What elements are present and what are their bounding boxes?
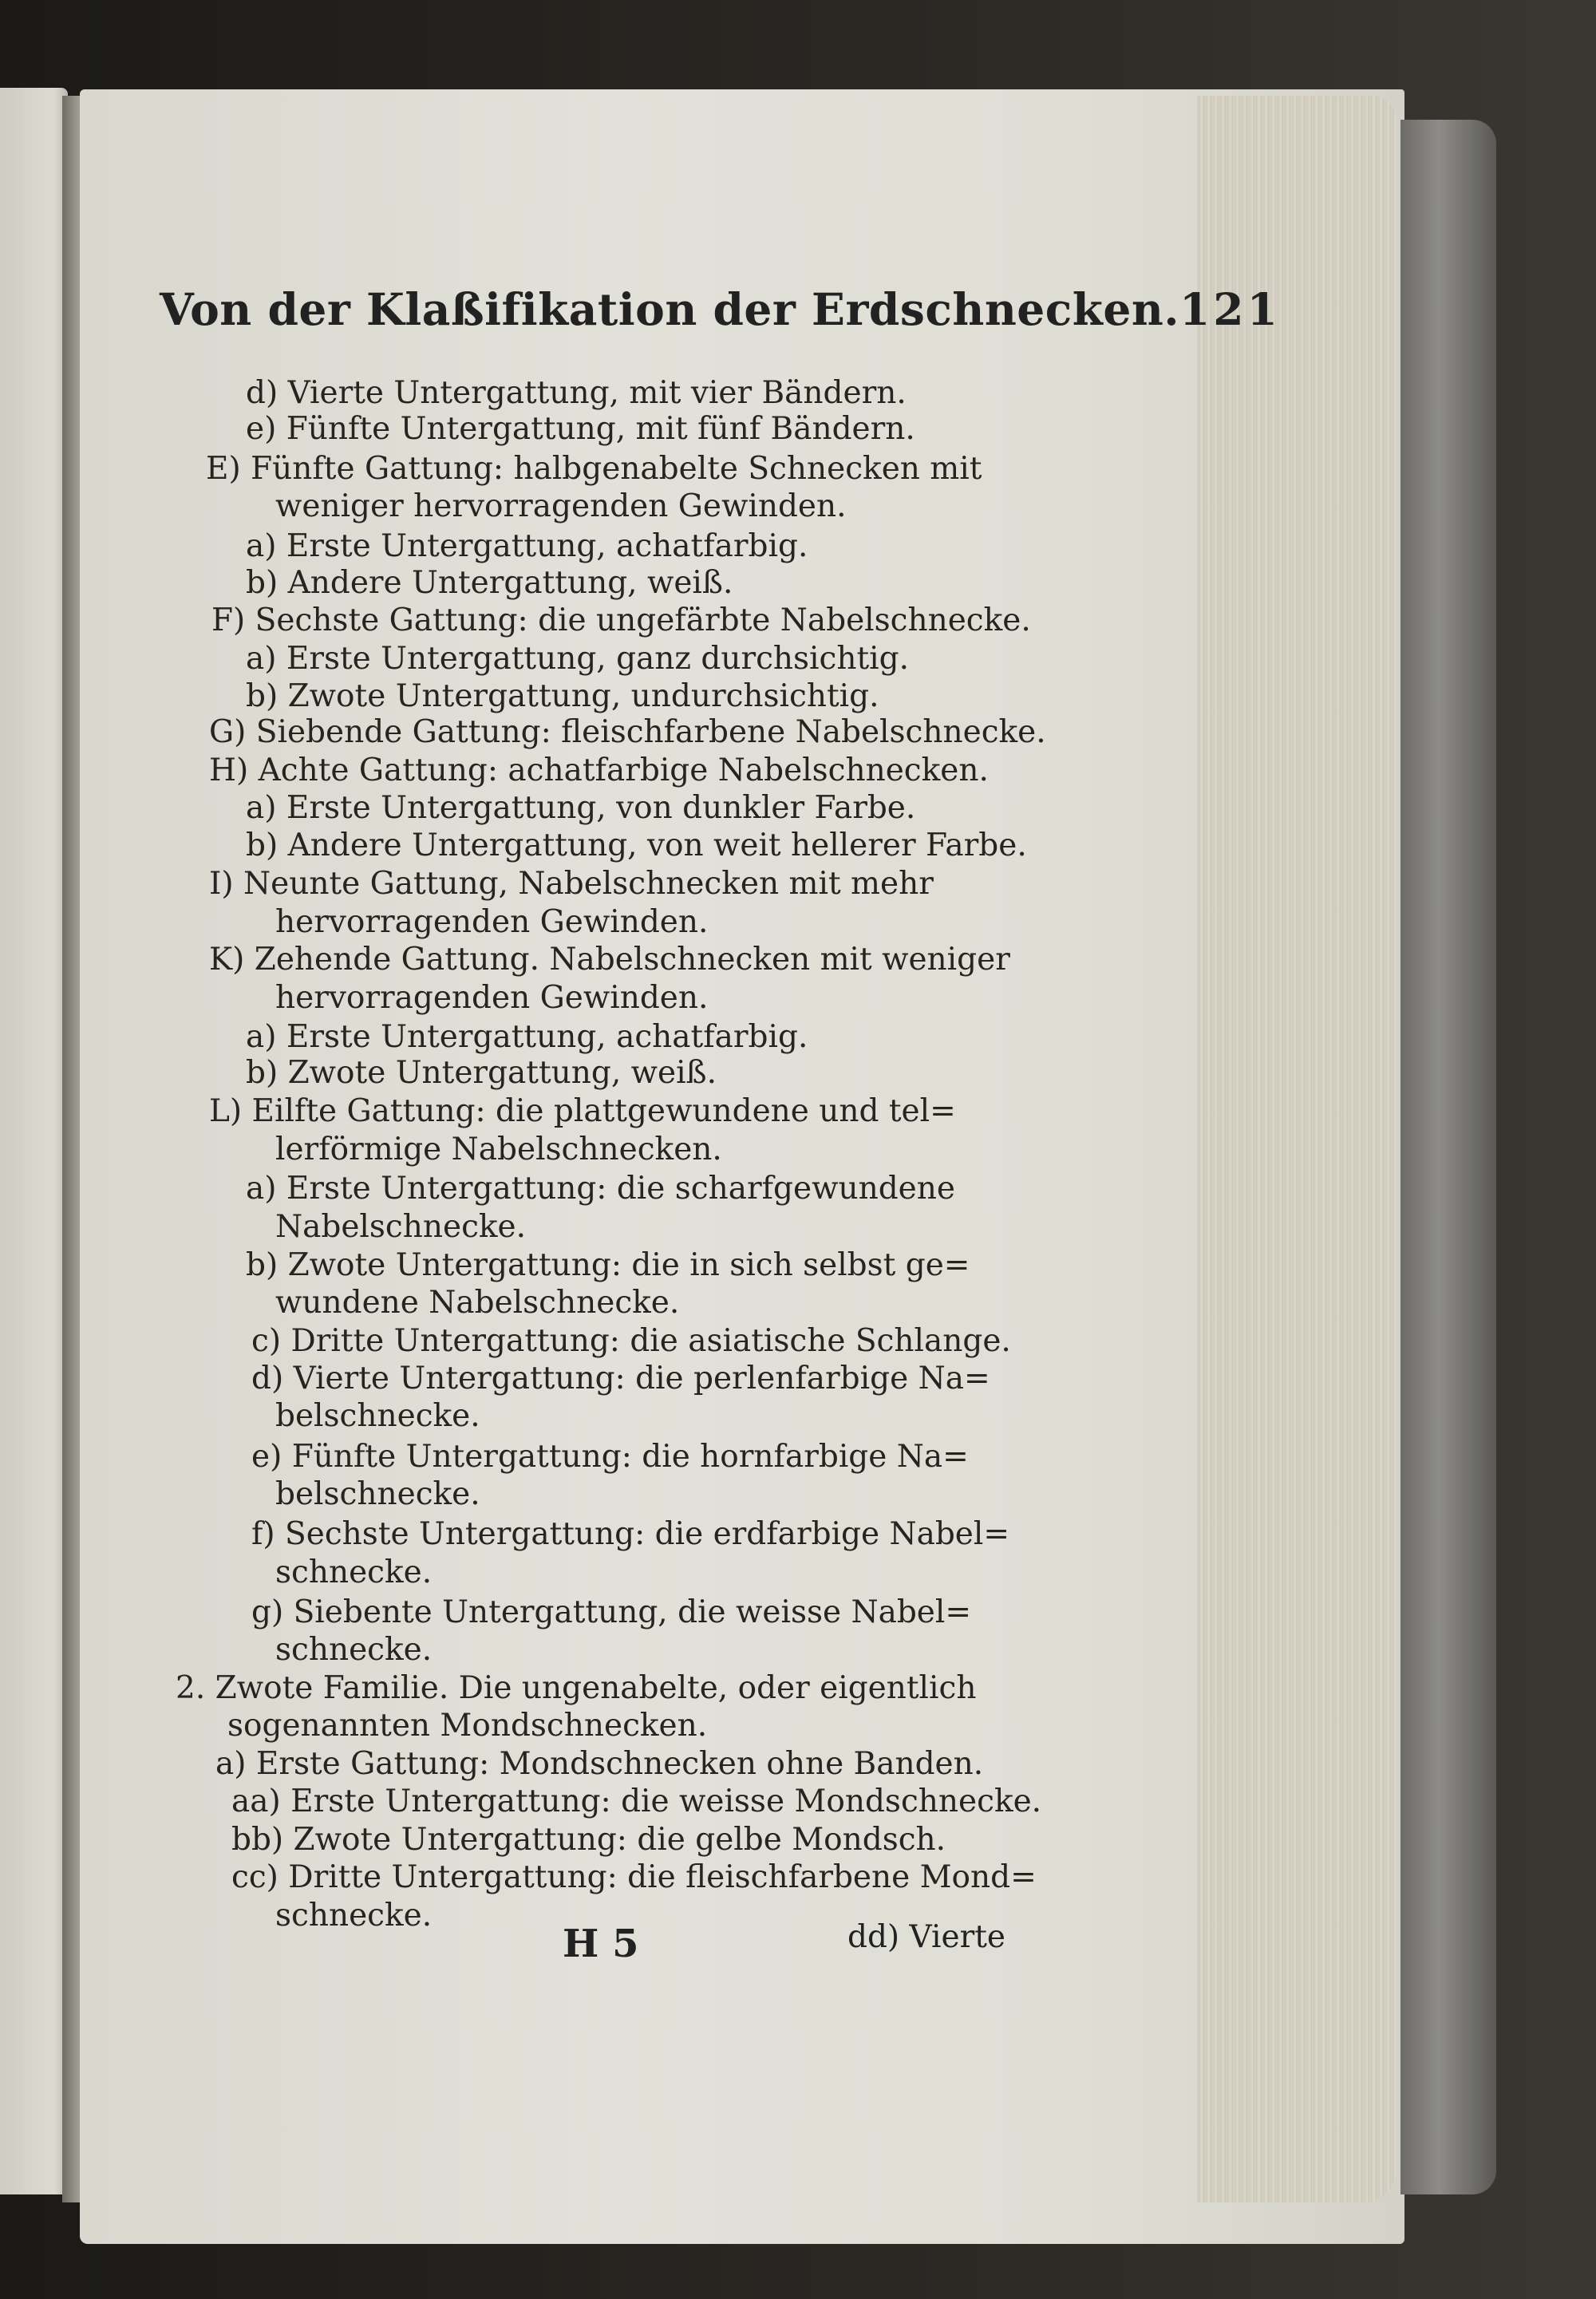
entry-line: schnecke. xyxy=(275,1898,433,1934)
entry-line: aa) Erste Untergattung: die weisse Mondschnecke. xyxy=(231,1784,1042,1819)
entry-line: a) Erste Untergattung, von dunkler Farbe. xyxy=(246,790,916,826)
page-content xyxy=(160,283,1281,340)
signature-mark: H 5 xyxy=(563,1922,639,1966)
left-page-edge xyxy=(0,88,68,2194)
entry-line: e) Fünfte Untergattung: die hornfarbige Na= xyxy=(251,1439,969,1475)
entry-line: a) Erste Untergattung, achatfarbig. xyxy=(246,1019,808,1055)
entry-line: schnecke. xyxy=(275,1632,433,1668)
entry-line: a) Erste Gattung: Mondschnecken ohne Banden. xyxy=(215,1746,984,1782)
entry-line: I) Neunte Gattung, Nabelschnecken mit mehr xyxy=(209,866,934,902)
entry-line: Nabelschnecke. xyxy=(275,1209,527,1245)
entry-line: b) Zwote Untergattung: die in sich selbst ge= xyxy=(246,1247,970,1283)
entry-line: hervorragenden Gewinden. xyxy=(275,904,709,940)
entry-line: f) Sechste Untergattung: die erdfarbige Nabel= xyxy=(251,1516,1010,1552)
entry-line: schnecke. xyxy=(275,1554,433,1590)
entry-line: wundene Nabelschnecke. xyxy=(275,1285,680,1321)
entry-line: b) Andere Untergattung, weiß. xyxy=(246,565,733,601)
page-number: 121 xyxy=(1179,283,1281,335)
entry-line: e) Fünfte Untergattung, mit fünf Bändern. xyxy=(246,411,915,447)
entry-line: H) Achte Gattung: achatfarbige Nabelschnecken. xyxy=(209,753,989,788)
page-title: Von der Klaßifikation der Erdschnecken. xyxy=(160,283,1180,335)
entry-line: b) Zwote Untergattung, undurchsichtig. xyxy=(246,678,879,714)
entry-line: 2. Zwote Familie. Die ungenabelte, oder eigentlich xyxy=(176,1670,977,1706)
entry-line: K) Zehende Gattung. Nabelschnecken mit weniger xyxy=(209,942,1010,978)
entry-line: b) Zwote Untergattung, weiß. xyxy=(246,1055,717,1091)
entry-line: belschnecke. xyxy=(275,1398,480,1434)
entry-line: bb) Zwote Untergattung: die gelbe Mondsch. xyxy=(231,1822,946,1858)
catchword: dd) Vierte xyxy=(847,1919,1005,1955)
entry-line: sogenannten Mondschnecken. xyxy=(227,1708,708,1744)
entry-line: a) Erste Untergattung, ganz durchsichtig. xyxy=(246,641,909,677)
entry-line: hervorragenden Gewinden. xyxy=(275,980,709,1016)
entry-line: d) Vierte Untergattung, mit vier Bändern. xyxy=(246,375,907,411)
entry-line: weniger hervorragenden Gewinden. xyxy=(275,488,847,524)
entry-line: belschnecke. xyxy=(275,1476,480,1512)
entry-line: g) Siebente Untergattung, die weisse Nabel= xyxy=(251,1594,972,1630)
entry-line: F) Sechste Gattung: die ungefärbte Nabelschnecke. xyxy=(211,602,1031,638)
entry-line: d) Vierte Untergattung: die perlenfarbige Na= xyxy=(251,1361,990,1396)
page-fore-edge xyxy=(1197,96,1396,2202)
book-cover-edge xyxy=(1400,120,1496,2194)
running-head xyxy=(160,283,1281,335)
entry-line: cc) Dritte Untergattung: die fleischfarbene Mond= xyxy=(231,1859,1037,1895)
entry-line: L) Eilfte Gattung: die plattgewundene und tel= xyxy=(209,1093,956,1129)
entry-line: G) Siebende Gattung: fleischfarbene Nabelschnecke. xyxy=(209,714,1046,750)
entry-line: lerförmige Nabelschnecken. xyxy=(275,1132,722,1167)
entry-line: c) Dritte Untergattung: die asiatische Schlange. xyxy=(251,1323,1011,1359)
entry-line: b) Andere Untergattung, von weit hellerer Farbe. xyxy=(246,828,1027,863)
entry-line: a) Erste Untergattung: die scharfgewundene xyxy=(246,1171,955,1207)
entry-line: E) Fünfte Gattung: halbgenabelte Schnecken mit xyxy=(206,451,982,487)
entry-line: a) Erste Untergattung, achatfarbig. xyxy=(246,528,808,564)
